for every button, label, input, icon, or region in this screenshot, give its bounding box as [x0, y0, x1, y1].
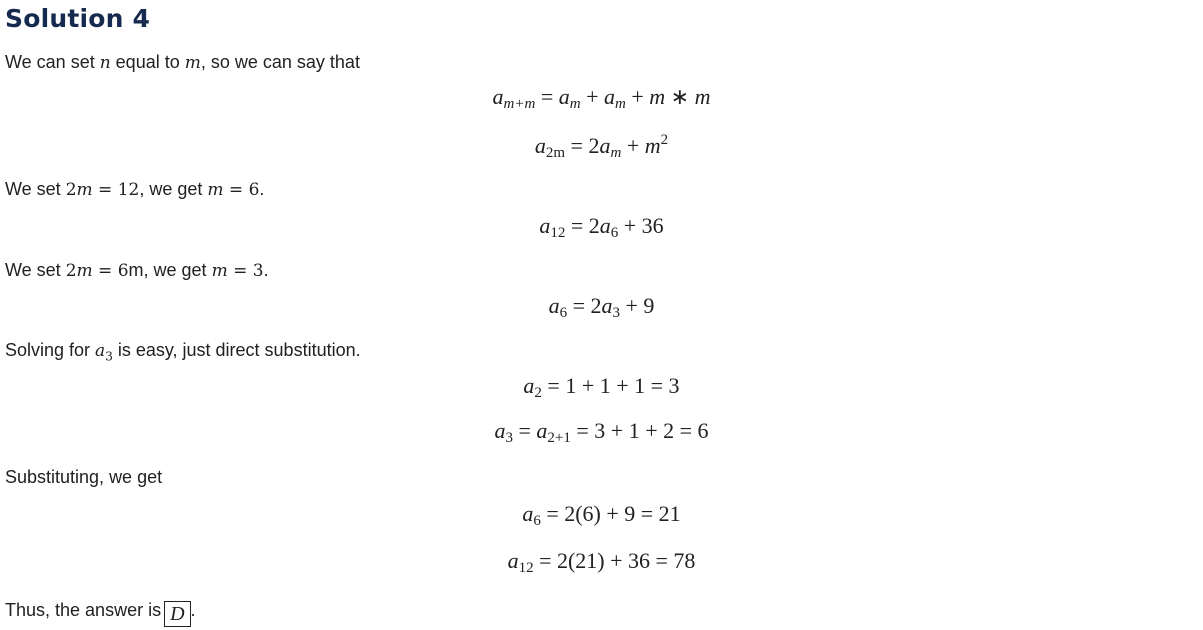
math-var: a [548, 293, 560, 318]
text: . [259, 179, 265, 199]
math-op: = 12 [92, 180, 140, 200]
equation-7 [0, 501, 1203, 527]
math-var: m [644, 133, 661, 158]
equation-1 [0, 84, 1203, 110]
math-op: = 1 + 1 + 1 = 3 [541, 373, 680, 398]
math-sub: m [610, 145, 622, 161]
text: , so we can say that [200, 52, 360, 72]
math-op: ∗ [665, 84, 695, 109]
equation-4 [0, 293, 1203, 319]
math-var: a [601, 293, 613, 318]
text: Substituting, we get [5, 467, 163, 487]
math-var: m [649, 84, 666, 109]
text: We can set [5, 52, 100, 72]
math-sub: 2m [545, 145, 566, 161]
math-var: a [558, 84, 570, 109]
math-op: = 2 [565, 133, 600, 158]
math-num: 2 [65, 180, 77, 200]
math-op: + [580, 84, 604, 109]
math-op: = 2 [565, 213, 600, 238]
math-var: a [95, 341, 106, 361]
equation-2 [0, 133, 1203, 159]
math-sub: m [569, 96, 581, 112]
math-num: 2 [65, 261, 77, 281]
math-op: = 3 + 1 + 2 = 6 [570, 418, 709, 443]
math-var: m [694, 84, 711, 109]
math-sub: 3 [612, 305, 620, 321]
answer-box: D [164, 601, 190, 627]
math-sub: 6 [533, 513, 541, 529]
math-sub: 2 [534, 385, 542, 401]
math-var: m [76, 261, 93, 281]
text: . [263, 260, 269, 280]
math-op: = [512, 418, 537, 443]
substituting-paragraph [5, 467, 162, 488]
math-var: a [494, 418, 506, 443]
math-var: a [523, 373, 535, 398]
math-op: = 2(6) + 9 = 21 [540, 501, 681, 526]
math-op: = [535, 84, 559, 109]
math-op: = 2(21) + 36 = 78 [533, 548, 696, 573]
set-2m-12-paragraph [5, 179, 264, 200]
set-2m-6-paragraph [5, 260, 269, 281]
text: . [190, 600, 196, 620]
math-var: m [207, 180, 224, 200]
text: Thus, the answer is [5, 600, 162, 620]
answer-paragraph [5, 600, 196, 627]
math-sub: 3 [105, 349, 113, 364]
math-sub: 12 [518, 560, 534, 576]
math-var: a [599, 133, 611, 158]
text: is easy, just direct substitution. [112, 340, 361, 360]
math-var: m [211, 261, 228, 281]
text: equal to [110, 52, 185, 72]
math-var: a [507, 548, 519, 573]
equation-8 [0, 548, 1203, 574]
text: Solving for [5, 340, 96, 360]
solving-a3-paragraph [5, 340, 361, 364]
math-op: = 6 [92, 261, 129, 281]
text: , we get [139, 179, 208, 199]
text: We set [5, 260, 66, 280]
math-sub: 6 [610, 225, 619, 241]
math-var: n [99, 53, 111, 73]
math-op: = 2 [567, 293, 602, 318]
math-var: a [599, 213, 611, 238]
math-var: a [604, 84, 615, 109]
math-var: m [184, 53, 201, 73]
equation-6 [0, 418, 1203, 444]
math-sub: m+m [503, 96, 536, 112]
text: m, we get [128, 260, 212, 280]
math-op: = 3 [227, 261, 264, 281]
math-op: + 9 [620, 293, 655, 318]
math-sub: 6 [559, 305, 568, 321]
math-sub: 12 [550, 225, 566, 241]
math-var: a [522, 501, 534, 526]
math-op: + 36 [618, 213, 664, 238]
equation-5 [0, 373, 1203, 399]
equation-3 [0, 213, 1203, 239]
math-sub: 3 [505, 430, 513, 446]
intro-paragraph [5, 52, 360, 73]
math-op: + [625, 84, 650, 109]
math-var: a [539, 213, 551, 238]
text: We set [5, 179, 66, 199]
solution-heading: Solution 4 [5, 4, 151, 33]
math-var: a [492, 84, 504, 109]
math-sup: 2 [660, 132, 669, 148]
math-sub: 2+1 [547, 430, 571, 446]
math-op: = 6 [223, 180, 260, 200]
math-op: + [621, 133, 645, 158]
math-var: a [534, 133, 546, 158]
math-var: m [76, 180, 93, 200]
math-var: a [536, 418, 548, 443]
math-sub: m [615, 96, 626, 112]
